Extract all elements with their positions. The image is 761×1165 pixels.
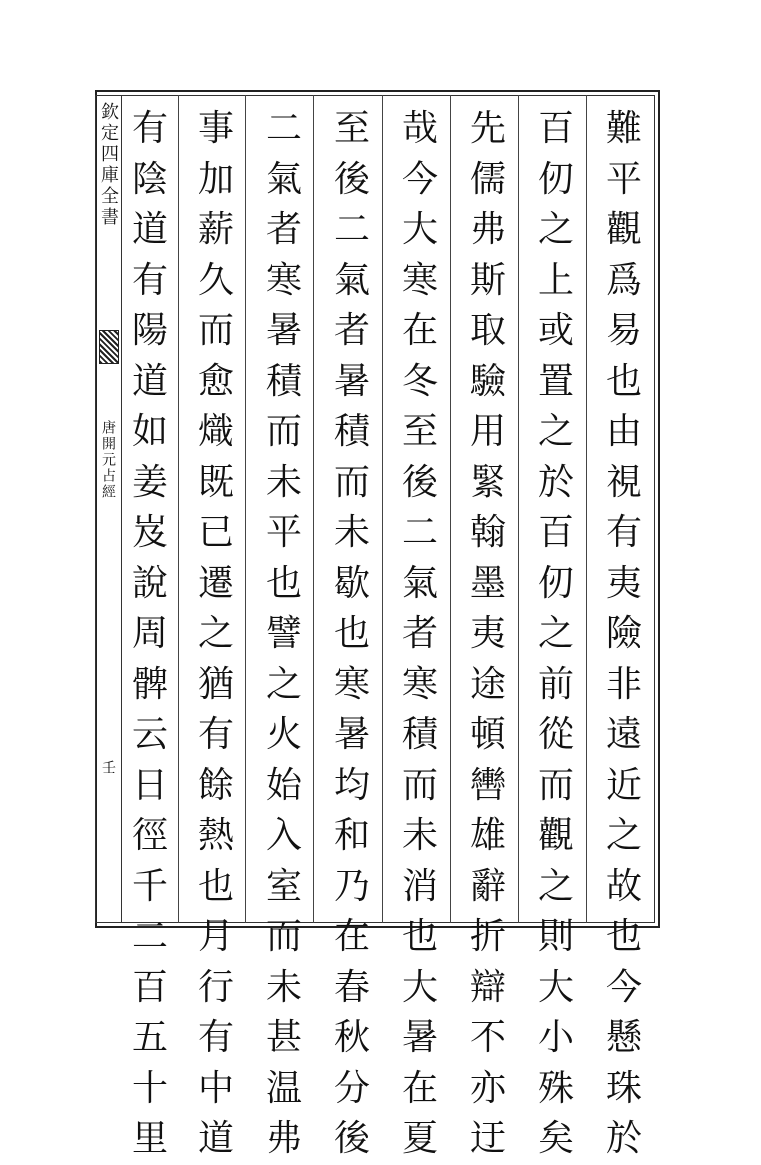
character: 殊	[537, 1067, 574, 1109]
text-column-7	[190, 104, 242, 1159]
character: 已	[197, 512, 234, 553]
character: 置	[537, 360, 574, 402]
character: 百	[537, 108, 574, 149]
character: 夷	[605, 562, 642, 604]
character: 陽	[131, 310, 168, 351]
fish-tail-mark	[99, 330, 119, 364]
character: 視	[605, 461, 642, 503]
character: 歇	[333, 562, 370, 604]
character: 有	[197, 1017, 234, 1058]
character: 也	[605, 360, 642, 402]
character: 徑	[131, 815, 168, 856]
page-number: 壬	[100, 760, 116, 774]
character: 難	[605, 108, 642, 149]
character: 積	[401, 714, 438, 755]
character: 小	[537, 1017, 574, 1058]
character: 從	[537, 714, 574, 755]
character: 弗	[469, 209, 506, 250]
book-title: 欽定四庫全書	[98, 102, 119, 228]
character: 大	[401, 209, 438, 250]
character: 今	[605, 966, 642, 1008]
character: 而	[333, 461, 370, 503]
character: 者	[333, 310, 370, 351]
character: 弗	[265, 1118, 302, 1159]
column-rule	[178, 95, 179, 923]
character: 熾	[197, 411, 234, 452]
character: 由	[605, 411, 642, 452]
character: 暑	[333, 714, 370, 755]
character: 二	[265, 108, 302, 149]
character: 仞	[537, 158, 574, 200]
character: 平	[605, 158, 642, 200]
character: 消	[401, 865, 438, 907]
character: 者	[265, 209, 302, 250]
character: 未	[265, 461, 302, 503]
character: 寒	[401, 663, 438, 705]
character: 久	[197, 259, 234, 301]
text-column-3	[462, 104, 514, 1159]
character: 室	[265, 865, 302, 907]
character: 甚	[265, 1017, 302, 1058]
character: 大	[537, 966, 574, 1008]
character: 驗	[469, 360, 506, 402]
column-rule	[245, 95, 246, 923]
character: 分	[333, 1067, 370, 1109]
character: 周	[131, 613, 168, 654]
character: 非	[605, 663, 642, 705]
character: 而	[537, 764, 574, 806]
character: 易	[605, 310, 642, 351]
text-column-1	[598, 104, 650, 1159]
character: 險	[605, 613, 642, 654]
character: 也	[333, 613, 370, 654]
character: 緊	[469, 461, 506, 503]
character: 寒	[265, 259, 302, 301]
character: 和	[333, 815, 370, 856]
character: 有	[197, 714, 234, 755]
character: 二	[401, 512, 438, 553]
character: 折	[469, 916, 506, 957]
character: 不	[469, 1017, 506, 1058]
character: 積	[333, 411, 370, 452]
character: 髀	[131, 663, 168, 705]
character: 矣	[537, 1118, 574, 1159]
character: 在	[401, 1067, 438, 1109]
character: 哉	[401, 108, 438, 149]
character: 今	[401, 158, 438, 200]
character: 亦	[469, 1067, 506, 1109]
character: 千	[131, 865, 168, 907]
character: 後	[333, 1118, 370, 1159]
character: 先	[469, 108, 506, 149]
character: 寒	[401, 259, 438, 301]
character: 道	[131, 360, 168, 402]
character: 均	[333, 764, 370, 806]
character: 加	[197, 158, 234, 200]
text-column-8	[124, 104, 176, 1159]
character: 用	[469, 411, 506, 452]
character: 如	[131, 411, 168, 452]
character: 遠	[605, 714, 642, 755]
character: 於	[605, 1118, 642, 1159]
character: 薪	[197, 209, 234, 250]
character: 迂	[469, 1118, 506, 1159]
character: 懸	[605, 1017, 642, 1058]
character: 之	[537, 613, 574, 654]
character: 近	[605, 764, 642, 806]
character: 至	[401, 411, 438, 452]
character: 之	[537, 411, 574, 452]
character: 於	[537, 461, 574, 503]
character: 暑	[265, 310, 302, 351]
section-title: 唐開元占經	[100, 420, 116, 500]
text-column-2	[530, 104, 582, 1159]
character: 後	[401, 461, 438, 503]
character: 在	[401, 310, 438, 351]
character: 途	[469, 663, 506, 705]
character: 者	[401, 613, 438, 654]
character: 猶	[197, 663, 234, 705]
character: 儒	[469, 158, 506, 200]
character: 暑	[333, 360, 370, 402]
character: 事	[197, 108, 234, 149]
character: 譬	[265, 613, 302, 654]
text-column-4	[394, 104, 446, 1159]
character: 行	[197, 966, 234, 1008]
text-column-5	[326, 104, 378, 1159]
character: 而	[265, 411, 302, 452]
character: 氣	[401, 562, 438, 604]
character: 爲	[605, 259, 642, 301]
character: 月	[197, 916, 234, 957]
character: 火	[265, 714, 302, 755]
character: 翰	[469, 512, 506, 553]
character: 夏	[401, 1118, 438, 1159]
column-rule	[313, 95, 314, 923]
character: 乃	[333, 865, 370, 907]
character: 辯	[469, 966, 506, 1008]
character: 里	[131, 1118, 168, 1159]
character: 雄	[469, 815, 506, 856]
character: 也	[401, 916, 438, 957]
character: 有	[131, 108, 168, 149]
character: 之	[605, 815, 642, 856]
character: 氣	[333, 259, 370, 301]
character: 也	[605, 916, 642, 957]
character: 珠	[605, 1067, 642, 1109]
character: 有	[605, 512, 642, 553]
character: 轡	[469, 764, 506, 806]
character: 未	[333, 512, 370, 553]
character: 既	[197, 461, 234, 503]
character: 春	[333, 966, 370, 1008]
character: 至	[333, 108, 370, 149]
character: 百	[537, 512, 574, 553]
character: 之	[537, 209, 574, 250]
character: 入	[265, 815, 302, 856]
character: 斯	[469, 259, 506, 301]
character: 二	[333, 209, 370, 250]
character: 上	[537, 259, 574, 301]
character: 有	[131, 259, 168, 301]
character: 或	[537, 310, 574, 351]
character: 温	[265, 1067, 302, 1109]
character: 觀	[537, 815, 574, 856]
character: 道	[131, 209, 168, 250]
character: 始	[265, 764, 302, 806]
character: 秋	[333, 1017, 370, 1058]
character: 中	[197, 1067, 234, 1109]
character: 大	[401, 966, 438, 1008]
character: 夷	[469, 613, 506, 654]
character: 岌	[131, 512, 168, 553]
character: 說	[131, 562, 168, 604]
character: 之	[537, 865, 574, 907]
character: 寒	[333, 663, 370, 705]
character: 餘	[197, 764, 234, 806]
character: 在	[333, 916, 370, 957]
character: 辭	[469, 865, 506, 907]
character: 五	[131, 1017, 168, 1058]
character: 墨	[469, 562, 506, 604]
character: 百	[131, 966, 168, 1008]
character: 也	[197, 865, 234, 907]
character: 未	[265, 966, 302, 1008]
character: 暑	[401, 1017, 438, 1058]
character: 也	[265, 562, 302, 604]
character: 則	[537, 916, 574, 957]
character: 前	[537, 663, 574, 705]
character: 日	[131, 764, 168, 806]
character: 之	[197, 613, 234, 654]
character: 未	[401, 815, 438, 856]
character: 之	[265, 663, 302, 705]
character: 後	[333, 158, 370, 200]
character: 故	[605, 865, 642, 907]
character: 取	[469, 310, 506, 351]
character: 遷	[197, 562, 234, 604]
character: 云	[131, 714, 168, 755]
character: 氣	[265, 158, 302, 200]
character: 二	[131, 916, 168, 957]
character: 愈	[197, 360, 234, 402]
character: 冬	[401, 360, 438, 402]
character: 頓	[469, 714, 506, 755]
character: 而	[265, 916, 302, 957]
character: 觀	[605, 209, 642, 250]
character: 而	[401, 764, 438, 806]
character: 姜	[131, 461, 168, 503]
column-rule	[586, 95, 587, 923]
character: 陰	[131, 158, 168, 200]
character: 平	[265, 512, 302, 553]
character: 道	[197, 1118, 234, 1159]
text-column-6	[258, 104, 310, 1159]
column-rule	[382, 95, 383, 923]
character: 積	[265, 360, 302, 402]
character: 十	[131, 1067, 168, 1109]
column-rule	[450, 95, 451, 923]
character: 而	[197, 310, 234, 351]
column-rule	[518, 95, 519, 923]
character: 仞	[537, 562, 574, 604]
character: 熱	[197, 815, 234, 856]
